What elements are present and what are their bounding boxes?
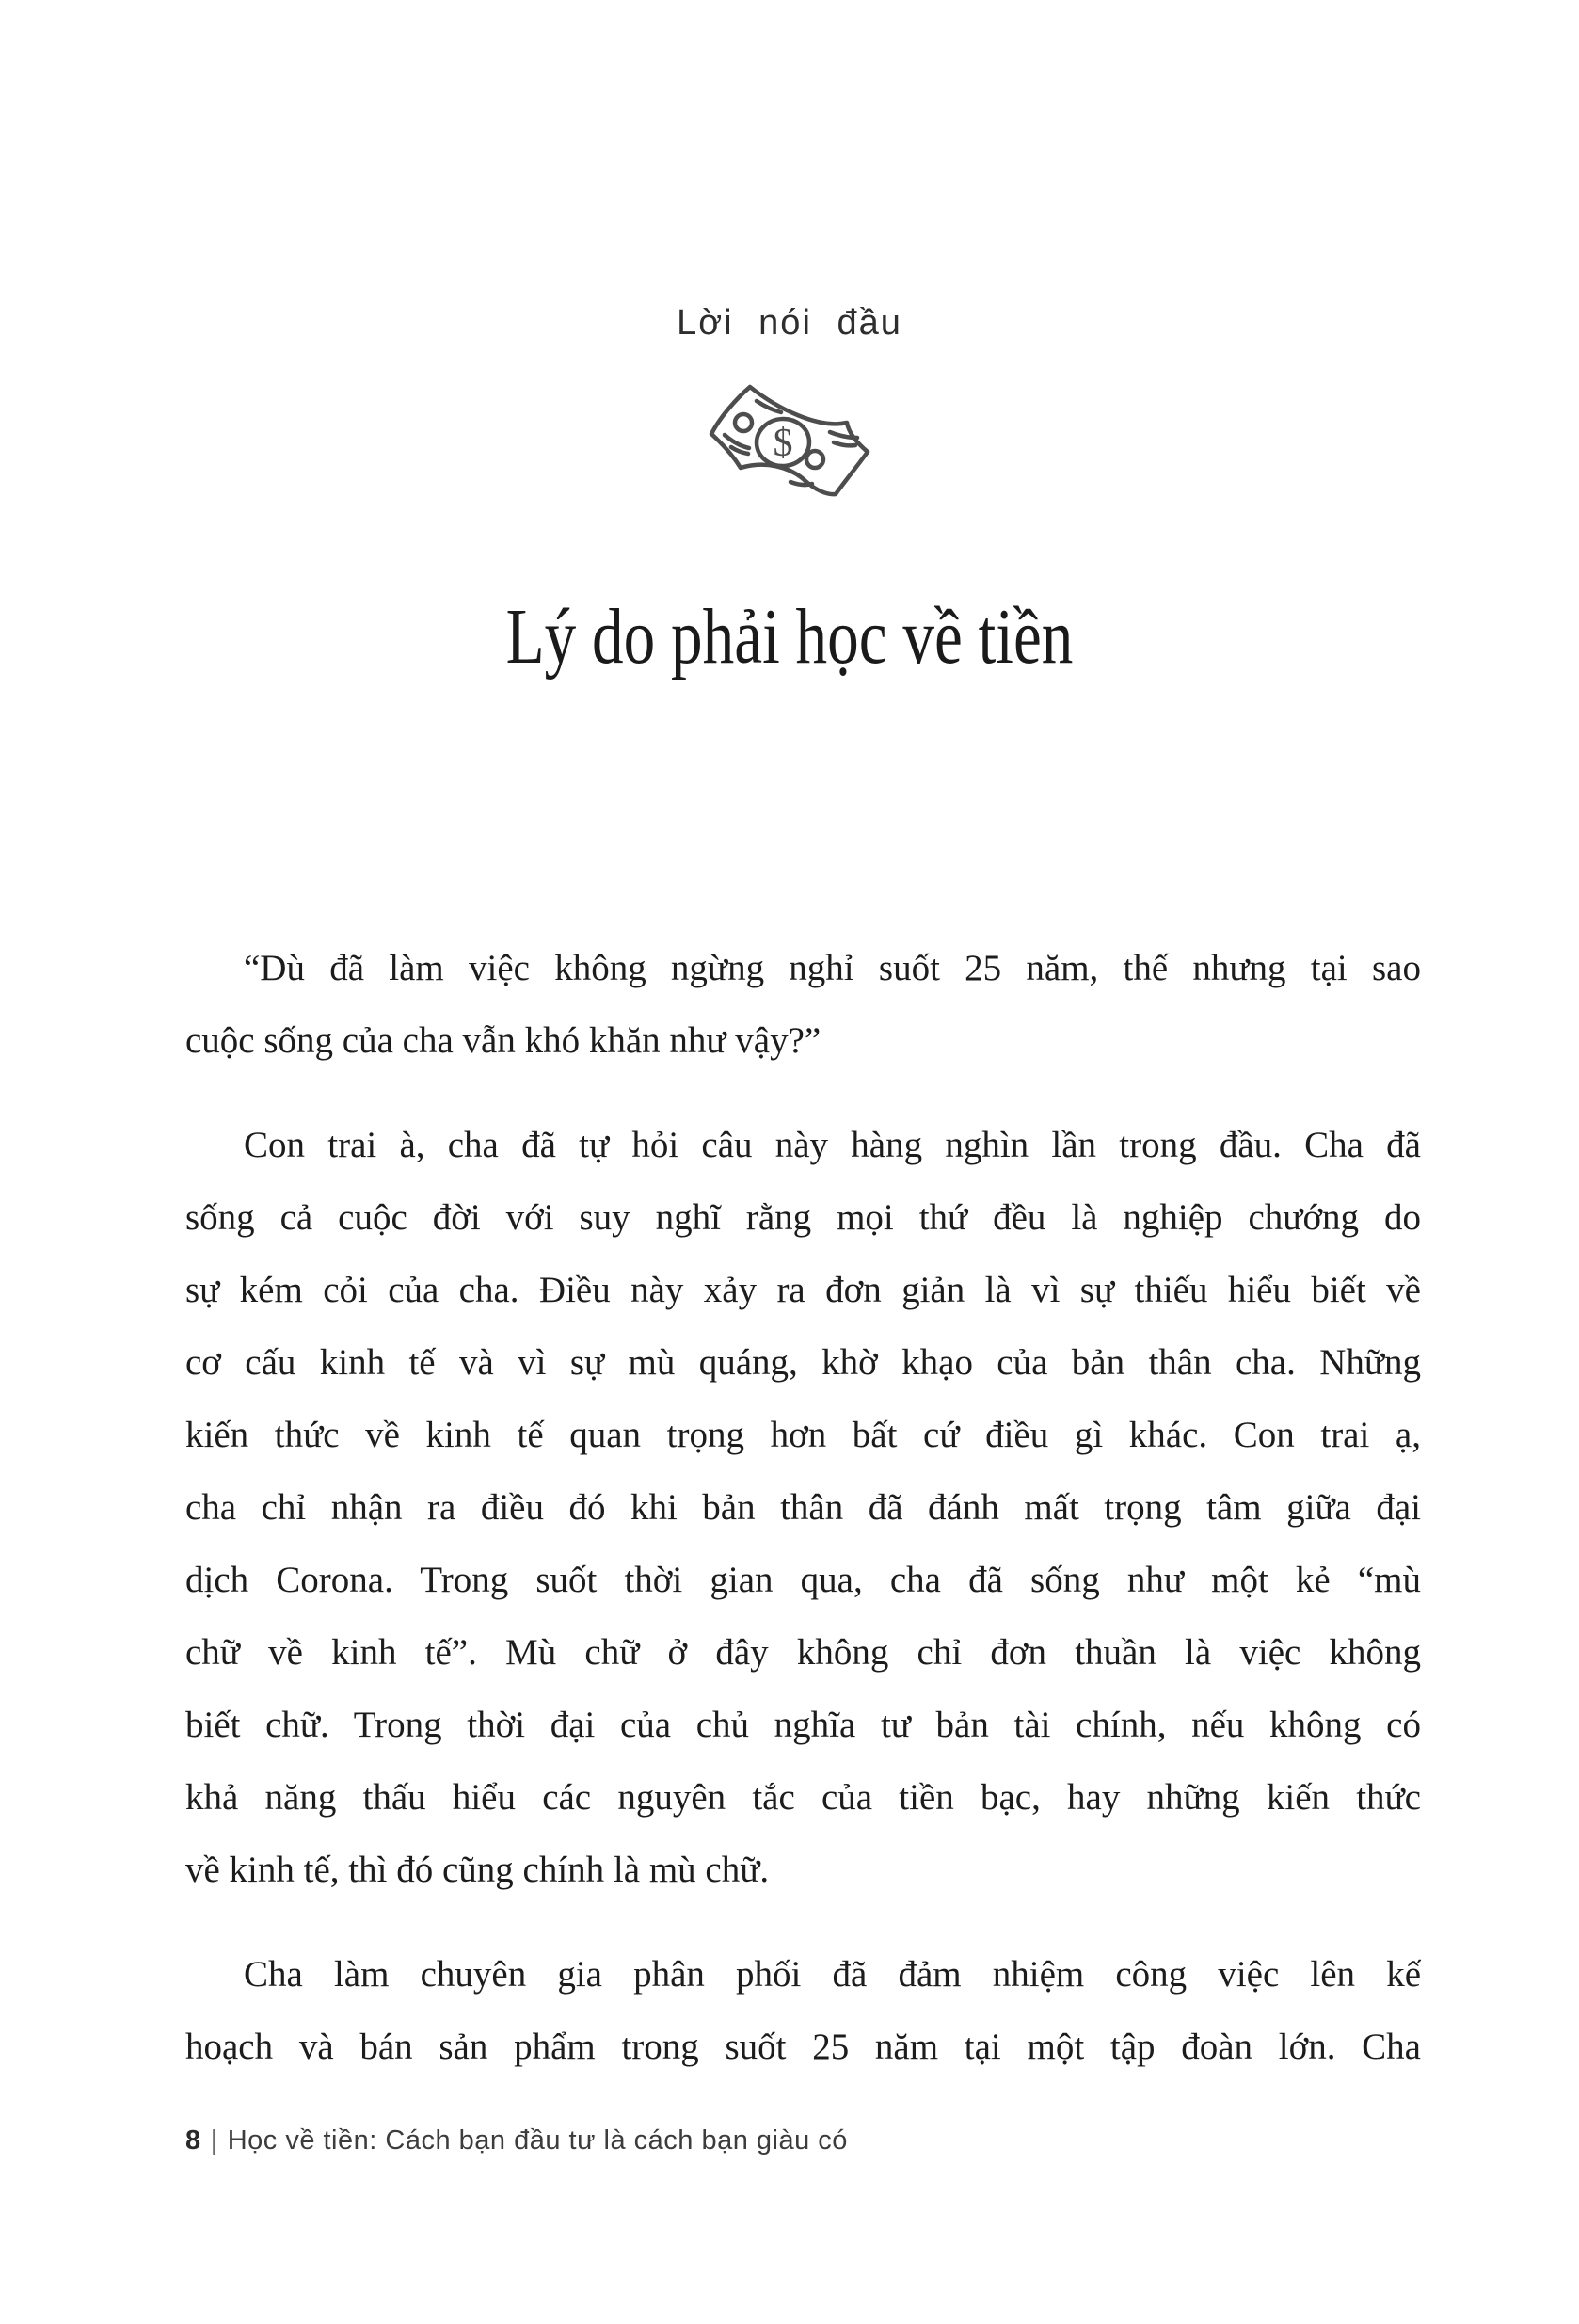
body-line: dịch Corona. Trong suốt thời gian qua, cha đã sống như một kẻ “mù — [185, 1560, 1421, 1600]
bill-right-circle — [806, 451, 823, 468]
footer-separator: | — [210, 2125, 218, 2156]
paragraph-main — [185, 1109, 1421, 1906]
body-line: cuộc sống của cha vẫn khó khăn như vậy?” — [185, 1020, 821, 1061]
page-number: 8 — [185, 2125, 201, 2156]
body-line: biết chữ. Trong thời đại của chủ nghĩa tư bản tài chính, nếu không có — [185, 1705, 1421, 1745]
body-line: chữ về kinh tế”. Mù chữ ở đây không chỉ đơn thuần là việc không — [185, 1632, 1421, 1673]
body-line: sống cả cuộc đời với suy nghĩ rằng mọi thứ đều là nghiệp chướng do — [185, 1197, 1421, 1238]
bill-accent-right-2 — [834, 442, 855, 445]
body-line: kiến thức về kinh tế quan trọng hơn bất cứ điều gì khác. Con trai ạ, — [185, 1415, 1421, 1455]
body-line: về kinh tế, thì đó cũng chính là mù chữ. — [185, 1850, 770, 1890]
body-line: cha chỉ nhận ra điều đó khi bản thân đã đánh mất trọng tâm giữa đại — [185, 1487, 1421, 1528]
section-header: Lời nói đầu — [677, 303, 902, 343]
body-line: cơ cấu kinh tế và vì sự mù quáng, khờ khạo của bản thân cha. Những — [185, 1342, 1421, 1383]
bill-accent-left-1 — [725, 435, 749, 448]
paragraph-quote — [185, 932, 1421, 1077]
body-line: hoạch và bán sản phẩm trong suốt 25 năm tại một tập đoàn lớn. Cha — [185, 2027, 1421, 2067]
dollar-bill-doodle-svg — [708, 384, 871, 499]
body-line: sự kém cỏi của cha. Điều này xảy ra đơn giản là vì sự thiếu hiểu biết về — [185, 1270, 1421, 1310]
dollar-sign: $ — [773, 422, 793, 465]
body-text — [185, 932, 1421, 2083]
dollar-bill-icon — [708, 384, 871, 499]
bill-left-circle — [735, 414, 752, 431]
page-footer — [185, 2125, 848, 2156]
body-line: khả năng thấu hiểu các nguyên tắc của tiền bạc, hay những kiến thức — [185, 1777, 1421, 1818]
chapter-title: Lý do phải học về tiền — [505, 593, 1074, 681]
body-line: Con trai à, cha đã tự hỏi câu này hàng nghìn lần trong đầu. Cha đã — [244, 1125, 1421, 1165]
footer-book-title: Học về tiền: Cách bạn đầu tư là cách bạn giàu có — [227, 2125, 848, 2156]
body-line: “Dù đã làm việc không ngừng nghỉ suốt 25 năm, thế nhưng tại sao — [244, 948, 1421, 988]
body-line: Cha làm chuyên gia phân phối đã đảm nhiệm công việc lên kế — [244, 1954, 1421, 1995]
paragraph-career — [185, 1938, 1421, 2083]
